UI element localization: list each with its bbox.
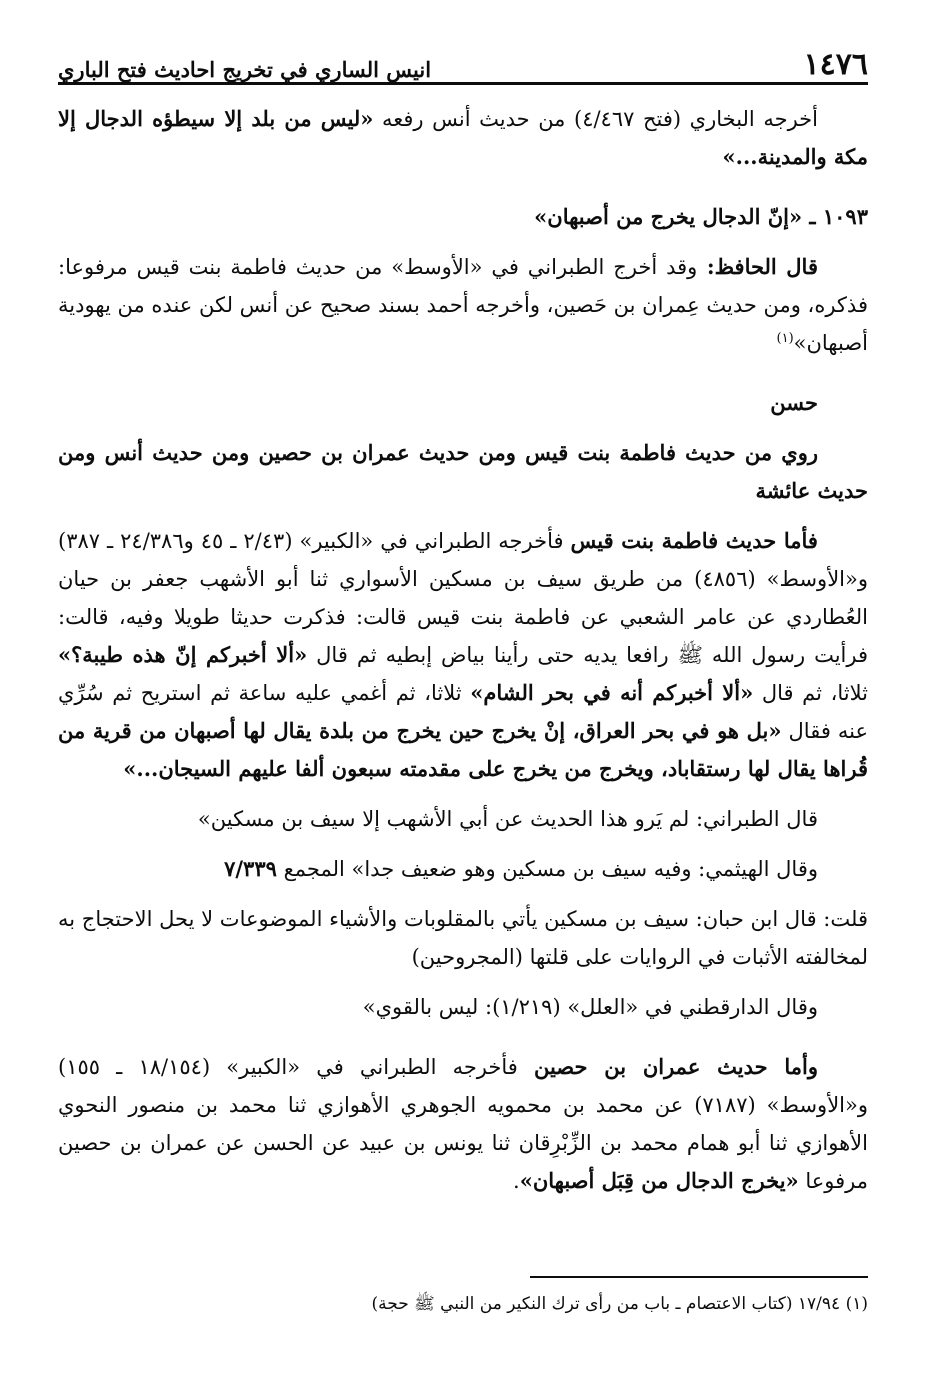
text: فأخرجه الطبراني في «الكبير» (١٨/١٥٤ ـ ١٥٥) و«الأوسط» (٧١٨٧) عن محمد بن محمويه الجوهري الأهوازي ثنا محمد بن منصور النحوي الأهوازي ثنا أبو همام محمد بن الزِّبْرِقان ثنا يونس بن عبيد عن الحسن عن عمران بن حصين مرفوعا bbox=[58, 1055, 869, 1193]
page-header bbox=[58, 42, 868, 82]
text: أخرجه البخاري (فتح ٤/٤٦٧) من حديث أنس رفعه bbox=[373, 107, 818, 131]
header-rule bbox=[58, 82, 868, 85]
bold-text: فأما حديث فاطمة بنت قيس bbox=[570, 528, 818, 553]
quote-haythami bbox=[58, 850, 868, 888]
page-body bbox=[58, 100, 868, 1200]
hadith-quote: «ألا أخبركم إنّ هذه طيبة؟» bbox=[58, 642, 308, 667]
hadith-quote: «ليس من بلد إلا سيطؤه الدجال إلا مكة والمدينة...» bbox=[58, 106, 868, 169]
bold-text: وأما حديث عمران بن حصين bbox=[533, 1054, 818, 1079]
paragraph-imran bbox=[58, 1048, 868, 1200]
page-number: ١٤٧٦ bbox=[803, 47, 868, 82]
text: فأخرجه الطبراني في «الكبير» (٢/٤٣ ـ ٤٥ و٢٤/٣٨٦ ـ ٣٨٧) و«الأوسط» (٤٨٥٦) من طريق سيف بن مسكين الأسواري ثنا أبو الأشهب جعفر بن حيان العُطاردي عن عامر الشعبي عن فاطمة بنت قيس قالت: فذكرت حديثا طويلا وفيه، قالت: فرأيت رسول الله ﷺ رافعا يديه حتى رأينا بياض إبطيه ثم قال bbox=[58, 529, 869, 667]
text: وقد أخرج الطبراني في «الأوسط» من حديث فاطمة بنت قيس مرفوعا: فذكره، ومن حديث عِمران بن حَصين، وأخرجه أحمد بسند صحيح عن أنس لكن عنده من يهودية أصبهان» bbox=[58, 255, 868, 355]
running-title: انيس الساري في تخريج احاديث فتح الباري bbox=[58, 57, 432, 82]
hafiz-label: قال الحافظ: bbox=[697, 254, 818, 279]
paragraph-hafiz bbox=[58, 248, 868, 362]
hadith-quote: «بل هو في بحر العراق، إنْ يخرج حين يخرج من بلدة يقال لها أصبهان من قرية من قُراها يقال لها رستقاباد، ويخرج من يخرج على مقدمته سبعون ألفا عليهم السيجان...» bbox=[58, 718, 868, 781]
quote-ibn-hibban: قلت: قال ابن حبان: سيف بن مسكين يأتي بالمقلوبات والأشياء الموضوعات لا يحل الاحتجاج به لمخالفته الأثبات في الروايات على قلتها (المجروحين) bbox=[58, 907, 868, 969]
reference: ٧/٣٣٩ bbox=[224, 856, 277, 881]
text: ثلاثا، ثم أغمي عليه ساعة ثم استريح ثم سُرِّي عنه فقال bbox=[58, 681, 868, 743]
text: . bbox=[513, 1169, 520, 1193]
text: وقال الهيثمي: وفيه سيف بن مسكين وهو ضعيف جدا» المجمع bbox=[276, 857, 818, 881]
paragraph-narrations: روي من حديث فاطمة بنت قيس ومن حديث عمران بن حصين ومن حديث أنس ومن حديث عائشة bbox=[58, 440, 868, 503]
grade-label: حسن bbox=[770, 390, 818, 415]
paragraph-bukhari bbox=[58, 100, 868, 176]
footnote: (١) ١٧/٩٤ (كتاب الاعتصام ـ باب من رأى ترك النكير من النبي ﷺ حجة) bbox=[371, 1294, 868, 1314]
quote-tabarani: قال الطبراني: لم يَرو هذا الحديث عن أبي الأشهب إلا سيف بن مسكين» bbox=[197, 807, 818, 831]
hadith-quote: «ألا أخبركم أنه في بحر الشام» bbox=[470, 680, 754, 705]
quote-daraqutni: وقال الدارقطني في «العلل» (١/٢١٩): ليس بالقوي» bbox=[362, 995, 818, 1019]
paragraph-fatima bbox=[58, 522, 868, 788]
hadith-heading: ١٠٩٣ ـ «إنّ الدجال يخرج من أصبهان» bbox=[534, 204, 868, 229]
footnote-rule bbox=[530, 1276, 868, 1278]
text: ثلاثا، ثم قال bbox=[753, 681, 869, 705]
footnote-ref: (١) bbox=[776, 331, 794, 346]
hadith-quote: «يخرج الدجال من قِبَل أصبهان» bbox=[519, 1168, 799, 1193]
